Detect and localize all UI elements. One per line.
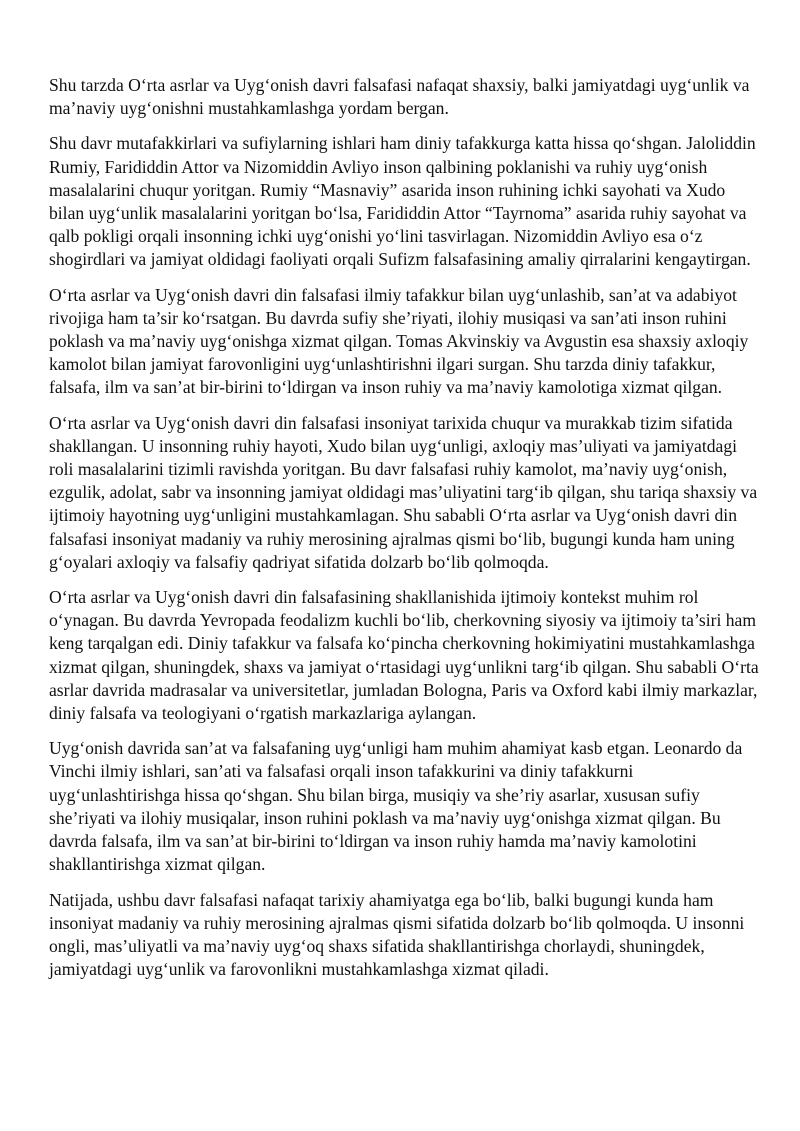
paragraph-5: O‘rta asrlar va Uyg‘onish davri din falsafasining shakllanishida ijtimoiy kontekst muhim rol o‘ynagan. Bu davrda Yevropada feodalizm kuchli bo‘lib, cherkovning siyosiy va ijtimoiy ta’siri ham keng tarqalgan edi. Diniy tafakkur va falsafa ko‘pincha cherkovning hokimiyatini mustahkamlashga xizmat qilgan, shuningdek, shaxs va jamiyat o‘rtasidagi uyg‘unlikni targ‘ib qilgan. Shu sababli O‘rta asrlar davrida madrasalar va universitetlar, jumladan Bologna, Paris va Oxford kabi ilmiy markazlar, diniy falsafa va teologiyani o‘rgatish markazlariga aylangan. [49, 587, 759, 724]
paragraph-6: Uyg‘onish davrida san’at va falsafaning uyg‘unligi ham muhim ahamiyat kasb etgan. Leonardo da Vinchi ilmiy ishlari, san’ati va falsafasi orqali inson tafakkurini va diniy tafakkurni uyg‘unlashtirishga hissa qo‘shgan. Shu bilan birga, musiqiy va she’riy asarlar, xususan sufiy she’riyati va ilohiy musiqalar, inson ruhini poklash va ma’naviy uyg‘onishga xizmat qilgan. Bu davrda falsafa, ilm va san’at bir-birini to‘ldirgan va inson ruhiy hamda ma’naviy kamolotini shakllantirishga xizmat qilgan. [49, 738, 743, 875]
document-page [49, 74, 761, 993]
paragraph-7: Natijada, ushbu davr falsafasi nafaqat tarixiy ahamiyatga ega bo‘lib, balki bugungi kunda ham insoniyat madaniy va ruhiy merosining ajralmas qismi sifatida dolzarb bo‘lib qolmoqda. U insonni ongli, mas’uliyatli va ma’naviy uyg‘oq shaxs sifatida shakllantirishga chorlaydi, shuningdek, jamiyatdagi uyg‘unlik va farovonlikni mustahkamlashga xizmat qiladi. [49, 889, 745, 980]
paragraph-2: Shu davr mutafakkirlari va sufiylarning ishlari ham diniy tafakkurga katta hissa qo‘shgan. Jaloliddin Rumiy, Farididdin Attor va Nizomiddin Avliyo inson qalbining poklanishi va ruhiy uyg‘onish masalalarini chuqur yoritgan. Rumiy “Masnaviy” asarida inson ruhining ichki sayohati va Xudo bilan uyg‘unlik masalalarini yoritgan bo‘lsa, Farididdin Attor “Tayrnoma” asarida ruhiy sayohat va qalb pokligi orqali insonning ichki uyg‘onishi yo‘lini tasvirlagan. Nizomiddin Avliyo esa o‘z shogirdlari va jamiyat oldidagi faoliyati orqali Sufizm falsafasining amaliy qirralarini kengaytirgan. [49, 133, 756, 270]
paragraph-1: Shu tarzda O‘rta asrlar va Uyg‘onish davri falsafasi nafaqat shaxsiy, balki jamiyatdagi uyg‘unlik va ma’naviy uyg‘onishni mustahkamlashga yordam bergan. [49, 75, 750, 119]
paragraph-3: O‘rta asrlar va Uyg‘onish davri din falsafasi ilmiy tafakkur bilan uyg‘unlashib, san’at va adabiyot rivojiga ham ta’sir ko‘rsatgan. Bu davrda sufiy she’riyati, ilohiy musiqasi va san’ati inson ruhini poklash va ma’naviy uyg‘onishga xizmat qilgan. Tomas Akvinskiy va Avgustin esa shaxsiy axloqiy kamolot bilan jamiyat farovonligini uyg‘unlashtirishni ilgari surgan. Shu tarzda diniy tafakkur, falsafa, ilm va san’at bir-birini to‘ldirgan va inson ruhiy va ma’naviy kamolotiga xizmat qilgan. [49, 284, 749, 398]
paragraph-4: O‘rta asrlar va Uyg‘onish davri din falsafasi insoniyat tarixida chuqur va murakkab tizim sifatida shakllangan. U insonning ruhiy hayoti, Xudo bilan uyg‘unligi, axloqiy mas’uliyati va jamiyatdagi roli masalalarini tizimli ravishda yoritgan. Bu davr falsafasi ruhiy kamolot, ma’naviy uyg‘onish, ezgulik, adolat, sabr va insonning jamiyat oldidagi mas’uliyatini targ‘ib qilgan, shu tariqa shaxsiy va ijtimoiy hayotning uyg‘unligini mustahkamlagan. Shu sababli O‘rta asrlar va Uyg‘onish davri din falsafasi insoniyat madaniy va ruhiy merosining ajralmas qismi bo‘lib, bugungi kunda ham uning g‘oyalari axloqiy va falsafiy qadriyat sifatida dolzarb bo‘lib qolmoqda. [49, 412, 758, 572]
